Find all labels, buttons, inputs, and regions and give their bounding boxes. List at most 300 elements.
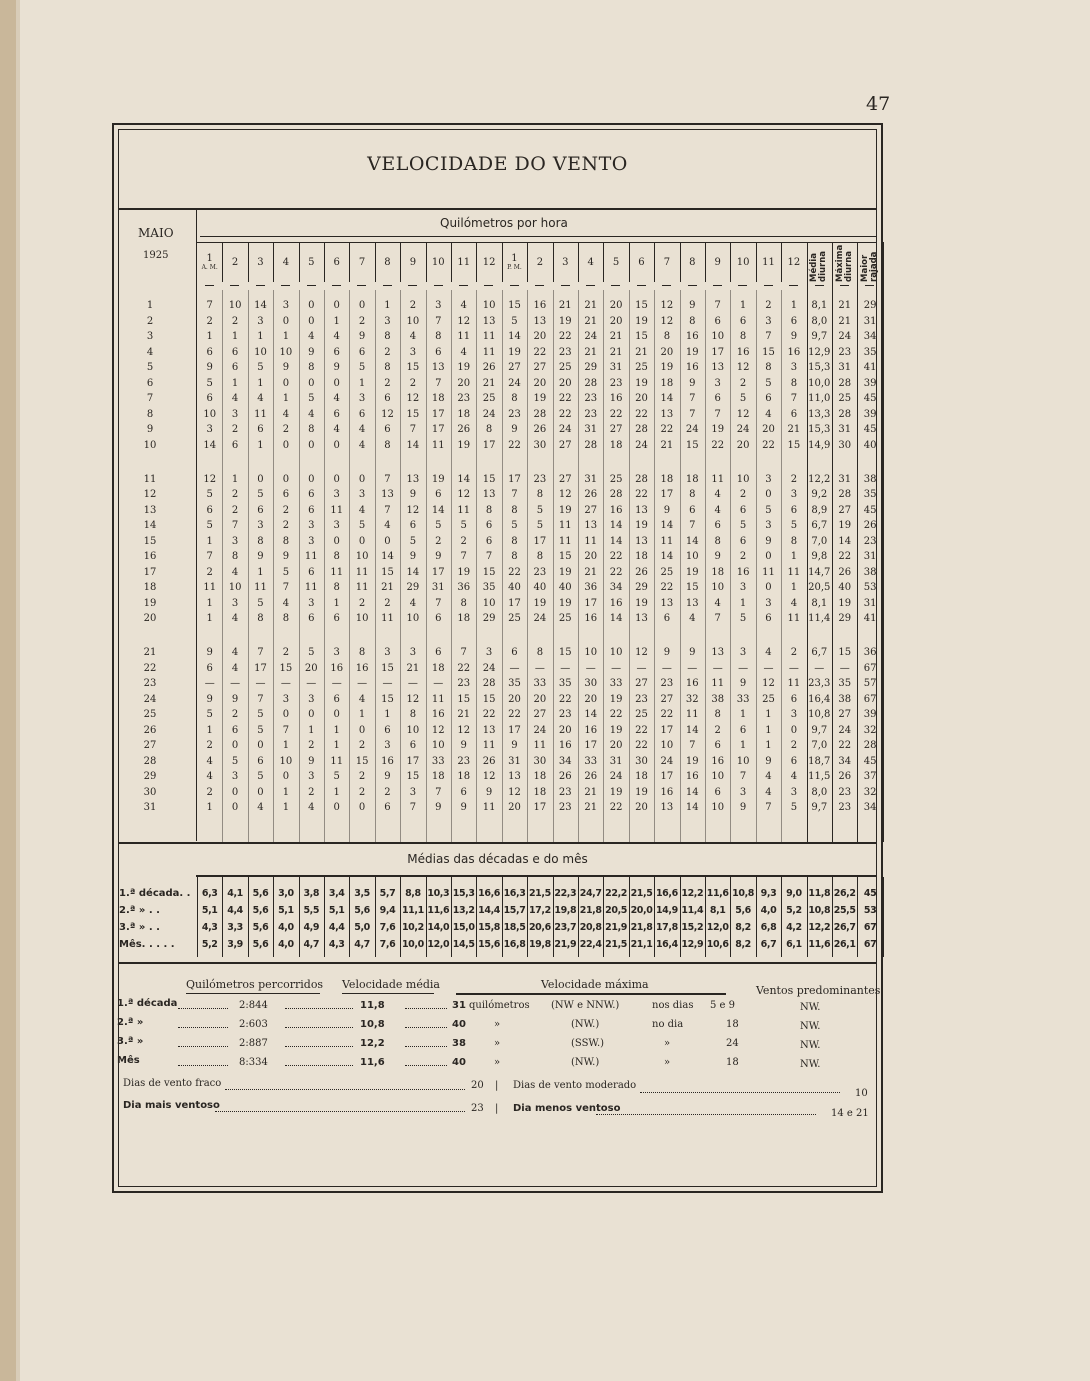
table-cell: 11 [304, 582, 318, 593]
table-cell: 5 [308, 393, 315, 404]
average-cell: 4,1 [227, 888, 243, 899]
table-cell: 0 [257, 740, 264, 751]
table-cell: — [788, 662, 799, 674]
table-cell: 20 [635, 393, 648, 404]
table-cell: 13 [482, 315, 496, 327]
table-cell: 0 [308, 377, 315, 389]
summary-days-label: nos dias [652, 1000, 694, 1011]
table-cell: 4 [308, 408, 315, 420]
table-cell: 33 [533, 678, 547, 689]
speed-header-rule [200, 236, 876, 237]
stat-header-label: Média diurna [809, 250, 829, 282]
table-cell: 3 [358, 489, 366, 500]
table-cell: 12,2 [808, 473, 831, 485]
table-cell: 9 [460, 740, 467, 751]
table-cell: 4 [765, 786, 772, 798]
table-cell: 9 [435, 551, 442, 562]
table-cell: 35 [558, 678, 572, 689]
table-cell: 11 [431, 439, 445, 451]
hour-header-cell [654, 242, 679, 282]
average-cell: 19,8 [554, 905, 577, 916]
table-cell: 1 [282, 393, 290, 404]
table-cell: 18,7 [808, 755, 831, 767]
table-cell: 2 [206, 786, 213, 798]
table-cell: 12 [736, 362, 750, 373]
table-cell: 12 [406, 693, 420, 705]
hour-number: 7 [358, 256, 366, 268]
table-cell: 8 [714, 709, 721, 720]
table-cell: 16 [584, 724, 598, 736]
table-cell: 3 [790, 709, 798, 720]
table-cell: 22 [660, 424, 674, 435]
column-tick [713, 285, 722, 286]
hour-header-cell [553, 242, 578, 282]
table-cell: 26 [584, 489, 598, 500]
windiest-day-value: 23 [471, 1103, 484, 1114]
table-cell: 2 [739, 489, 747, 500]
leader-dots [178, 1008, 228, 1009]
table-cell: 6 [689, 504, 696, 516]
table-cell: 18 [711, 566, 725, 578]
average-cell: 10,2 [401, 922, 424, 933]
table-cell: 2 [384, 786, 391, 798]
summary-max: 31 [452, 1000, 466, 1011]
average-cell: 5,6 [354, 905, 370, 916]
table-cell: 1 [384, 709, 391, 720]
table-cell: 11,4 [808, 613, 831, 624]
summary-km-rule [186, 993, 320, 994]
table-cell: 21 [482, 377, 496, 389]
table-cell: 22 [508, 566, 521, 578]
day-label: 15 [143, 535, 157, 547]
average-cell: 15,0 [452, 922, 475, 933]
table-cell: 2 [231, 709, 239, 720]
table-cell: 33 [736, 693, 750, 705]
average-cell: 17,8 [655, 922, 678, 933]
table-cell: 20 [304, 662, 318, 674]
average-cell: 5,6 [252, 922, 269, 933]
average-cell: 45 [863, 888, 877, 899]
day-label: 1 [146, 300, 154, 311]
table-cell: 22 [508, 439, 521, 451]
table-cell: 33 [431, 755, 445, 767]
table-cell: 6 [231, 362, 239, 373]
table-cell: 23 [838, 802, 852, 813]
average-cell: 9,4 [379, 905, 396, 916]
table-cell: 1 [358, 377, 366, 389]
table-cell: 2 [739, 377, 747, 389]
average-cell: 3,5 [354, 888, 370, 899]
table-cell: 0 [765, 551, 772, 562]
table-cell: 16 [609, 504, 623, 516]
table-cell: 7 [409, 802, 417, 813]
table-cell: 7 [714, 613, 721, 624]
table-cell: 22 [508, 709, 521, 720]
table-cell: 0 [333, 300, 340, 311]
table-cell: 28 [533, 408, 547, 420]
table-cell: 2 [790, 647, 798, 658]
table-cell: 3 [231, 771, 239, 782]
table-cell: 16 [736, 566, 750, 578]
table-cell: 5 [231, 755, 239, 767]
table-cell: 4 [689, 613, 696, 624]
table-cell: 12 [406, 504, 420, 516]
table-cell: 18 [660, 473, 674, 485]
table-cell: 40 [863, 439, 877, 451]
table-cell: 28 [838, 377, 852, 389]
table-cell: 2 [231, 489, 239, 500]
table-cell: 6 [714, 740, 721, 751]
table-cell: 11 [254, 582, 267, 593]
table-cell: 3 [231, 535, 239, 547]
table-cell: 21 [584, 802, 598, 813]
table-cell: 6 [663, 613, 671, 624]
table-cell: 8 [485, 424, 493, 435]
table-cell: 21 [584, 315, 598, 327]
table-cell: 15 [508, 300, 521, 311]
summary-days: 18 [726, 1057, 739, 1068]
hour-header-cell [476, 242, 501, 282]
hour-header-cell [349, 242, 374, 282]
table-cell: 5 [333, 771, 340, 782]
table-cell: 12 [431, 724, 445, 736]
table-cell: 9 [460, 802, 467, 813]
table-cell: 0 [308, 709, 315, 720]
table-cell: 7 [206, 300, 213, 311]
table-cell: 3 [333, 520, 340, 531]
day-label: 28 [143, 755, 157, 767]
table-cell: 34 [863, 802, 877, 813]
table-cell: 1 [282, 786, 290, 798]
table-cell: 8 [231, 551, 239, 562]
table-cell: 10,8 [808, 709, 831, 720]
table-cell: 10 [685, 551, 699, 562]
page-number: 47 [866, 93, 891, 115]
table-cell: 4 [409, 597, 417, 609]
table-cell: 1 [765, 724, 772, 736]
table-cell: 2 [384, 597, 391, 609]
table-cell: 11 [482, 346, 496, 358]
table-cell: 6 [308, 489, 315, 500]
hour-number: 8 [384, 256, 391, 268]
average-cell: 16,8 [503, 939, 526, 950]
column-tick [383, 285, 392, 286]
table-cell: 9 [282, 551, 290, 562]
table-cell: 23 [609, 377, 623, 389]
table-cell: 24 [660, 755, 674, 767]
table-cell: 3 [409, 647, 417, 658]
table-cell: 2 [282, 424, 290, 435]
table-cell: 3 [739, 647, 747, 658]
table-cell: 3 [231, 408, 239, 420]
table-cell: 25 [508, 613, 521, 624]
table-cell: 11,5 [808, 771, 831, 782]
table-cell: 7 [206, 551, 213, 562]
summary-avg-rule [342, 993, 434, 994]
table-cell: 4 [206, 755, 213, 767]
summary-days-label: » [664, 1038, 671, 1049]
table-cell: 17 [406, 755, 420, 767]
table-cell: 19 [431, 473, 445, 485]
average-cell: 5,6 [252, 905, 269, 916]
table-cell: 10 [279, 755, 293, 767]
hour-number: 12 [482, 256, 496, 268]
table-cell: 9 [790, 331, 798, 342]
moderate-days-value: 10 [855, 1088, 868, 1099]
table-cell: 24 [482, 662, 496, 674]
leader-dots [405, 1046, 447, 1047]
table-cell: 27 [584, 504, 598, 516]
table-cell: 27 [635, 678, 648, 689]
table-cell: 38 [863, 473, 877, 485]
hour-header-cell [781, 242, 806, 282]
table-cell: — [763, 662, 774, 674]
table-cell: 22 [635, 408, 648, 420]
table-cell: 8 [511, 393, 518, 404]
table-cell: 16 [381, 755, 394, 767]
column-tick [230, 285, 239, 286]
table-cell: 10 [609, 647, 623, 658]
day-label: 17 [143, 566, 157, 578]
summary-days: 18 [726, 1019, 739, 1030]
average-cell: 4,2 [786, 922, 802, 933]
summary-wind: NW. [800, 1002, 821, 1013]
table-cell: 8 [536, 489, 544, 500]
table-cell: — [636, 662, 647, 674]
table-cell: 35 [863, 346, 877, 358]
table-cell: 21 [609, 331, 623, 342]
table-cell: 2 [308, 786, 315, 798]
table-cell: 15 [635, 300, 648, 311]
table-cell: 0 [282, 377, 290, 389]
table-cell: 19 [635, 520, 648, 531]
table-cell: 4 [714, 597, 721, 609]
table-cell: 1 [333, 786, 340, 798]
table-cell: 11 [330, 504, 344, 516]
table-cell: 6 [714, 520, 721, 531]
day-label: 22 [143, 662, 157, 674]
table-cell: 6 [257, 755, 264, 767]
table-cell: 8 [536, 551, 544, 562]
table-cell: 22 [609, 709, 623, 720]
table-cell: 21 [584, 786, 598, 798]
table-cell: 30 [635, 755, 648, 767]
table-cell: — [534, 662, 545, 674]
table-cell: — [382, 678, 393, 689]
table-cell: 3 [384, 740, 391, 751]
table-cell: 32 [863, 724, 877, 736]
day-label: 3 [146, 331, 154, 342]
table-cell: 9,7 [811, 331, 828, 342]
average-cell: 17,2 [528, 905, 551, 916]
table-cell: 6 [790, 693, 798, 705]
table-cell: 6 [511, 647, 518, 658]
table-cell: 9 [206, 362, 213, 373]
table-cell: 2 [358, 315, 366, 327]
leader-dots [405, 1008, 447, 1009]
table-cell: 8 [511, 551, 518, 562]
table-cell: 5 [790, 520, 798, 531]
table-cell: 24 [736, 424, 750, 435]
table-cell: 23 [457, 755, 471, 767]
column-rule [578, 242, 579, 282]
average-cell: 4,0 [760, 905, 777, 916]
table-cell: 1 [206, 724, 213, 736]
average-cell: 11,8 [808, 888, 831, 899]
hour-header-cell [730, 242, 755, 282]
table-cell: 7 [282, 724, 290, 736]
table-cell: 21 [381, 582, 394, 593]
table-cell: 11 [711, 473, 725, 485]
table-cell: 18 [609, 439, 623, 451]
stat-header-cell [807, 244, 832, 282]
table-cell: 1 [231, 473, 239, 485]
hour-header-cell [273, 242, 298, 282]
table-cell: 31 [838, 362, 852, 373]
column-tick [510, 285, 519, 286]
hour-cell-stack [507, 253, 522, 271]
table-cell: 1 [257, 566, 264, 578]
table-cell: 18 [685, 473, 699, 485]
summary-direction: (NW e NNW.) [551, 1000, 620, 1011]
table-cell: 6 [460, 786, 467, 798]
table-cell: 13 [685, 597, 699, 609]
table-cell: 28 [635, 424, 648, 435]
table-cell: 9,8 [811, 551, 828, 562]
table-cell: 8,0 [811, 315, 828, 327]
table-cell: 13 [711, 362, 725, 373]
table-cell: 9 [689, 647, 696, 658]
table-cell: 4 [765, 771, 772, 782]
averages-title: Médias das décadas e do mês [407, 852, 588, 866]
hour-number: 12 [787, 256, 801, 268]
table-cell: 19 [685, 346, 699, 358]
table-cell: 2 [460, 535, 467, 547]
table-cell: 1 [257, 439, 264, 451]
table-cell: 45 [863, 424, 877, 435]
column-tick [332, 285, 341, 286]
table-cell: 39 [863, 377, 877, 389]
table-cell: 15 [279, 662, 293, 674]
table-cell: 4 [358, 424, 366, 435]
table-cell: — [560, 662, 571, 674]
table-cell: 26 [584, 771, 598, 782]
table-cell: 1 [739, 597, 747, 609]
table-cell: 67 [863, 693, 877, 705]
table-cell: 15,3 [808, 424, 831, 435]
table-cell: 28 [635, 473, 648, 485]
table-cell: 10 [711, 802, 725, 813]
column-tick [535, 285, 544, 286]
table-cell: 9 [282, 362, 290, 373]
table-cell: 3 [231, 597, 239, 609]
table-cell: 30 [838, 439, 852, 451]
average-cell: 21,5 [630, 888, 653, 899]
table-cell: 7 [689, 740, 696, 751]
table-cell: 13 [711, 647, 725, 658]
table-cell: 12 [635, 647, 648, 658]
table-cell: 15 [381, 662, 394, 674]
column-tick [459, 285, 468, 286]
average-cell: 8,2 [735, 939, 751, 950]
table-cell: 9 [689, 300, 696, 311]
title-rule [118, 208, 877, 210]
table-cell: 45 [863, 393, 877, 404]
table-cell: 16 [711, 755, 725, 767]
table-cell: 2 [231, 504, 239, 516]
table-cell: 5 [765, 504, 772, 516]
table-cell: 22 [609, 551, 623, 562]
average-cell: 26,7 [833, 922, 856, 933]
summary-avg: 11,6 [360, 1057, 385, 1068]
table-cell: 7 [714, 300, 721, 311]
table-cell: 6 [206, 346, 213, 358]
speed-header: Quilómetros por hora [440, 216, 568, 230]
summary-direction: (NW.) [571, 1057, 600, 1068]
table-cell: 14 [508, 331, 521, 342]
summary-km: 8:334 [239, 1057, 268, 1068]
average-cell: 21,5 [528, 888, 551, 899]
table-cell: 1 [308, 724, 315, 736]
column-tick [408, 285, 417, 286]
average-cell: 14,9 [655, 905, 678, 916]
average-cell: 5,1 [201, 905, 218, 916]
table-cell: 0 [384, 535, 391, 547]
table-cell: 14 [685, 786, 699, 798]
column-rule [273, 242, 274, 282]
table-cell: 16 [787, 346, 801, 358]
stat-header-cell [857, 244, 882, 282]
table-cell: 22 [533, 346, 547, 358]
table-cell: 16,4 [808, 693, 831, 705]
summary-max: 38 [452, 1038, 466, 1049]
day-label: 29 [143, 771, 157, 782]
table-cell: 26 [482, 362, 496, 373]
summary-header-km: Quilómetros percorridos [186, 978, 324, 991]
column-rule [451, 242, 452, 282]
table-cell: 7 [435, 315, 442, 327]
table-cell: 0 [308, 473, 315, 485]
table-cell: 8,0 [811, 786, 828, 798]
table-cell: 23 [558, 786, 572, 798]
table-cell: 19 [635, 315, 648, 327]
average-cell: 11,6 [706, 888, 729, 899]
table-cell: 3 [308, 693, 315, 705]
table-cell: 9 [384, 771, 391, 782]
average-cell: 4,7 [303, 939, 320, 950]
table-cell: 8 [257, 613, 264, 624]
hour-header-cell [629, 242, 654, 282]
table-cell: 57 [863, 678, 877, 689]
table-cell: 6 [485, 520, 493, 531]
average-cell: 7,6 [379, 939, 396, 950]
table-cell: 18 [533, 771, 547, 782]
table-cell: 19 [685, 566, 699, 578]
table-cell: 21 [838, 300, 852, 311]
table-cell: 20 [635, 802, 648, 813]
table-cell: 15 [381, 693, 394, 705]
table-cell: 5 [765, 377, 772, 389]
table-cell: 11 [711, 678, 725, 689]
average-cell: 4,0 [278, 922, 294, 933]
table-cell: 29 [635, 582, 648, 593]
table-cell: 6 [739, 535, 747, 547]
hour-number: 2 [231, 256, 239, 268]
table-cell: 4 [231, 393, 239, 404]
table-cell: 22 [558, 393, 572, 404]
table-cell: — [255, 678, 266, 689]
table-cell: 18 [457, 408, 471, 420]
